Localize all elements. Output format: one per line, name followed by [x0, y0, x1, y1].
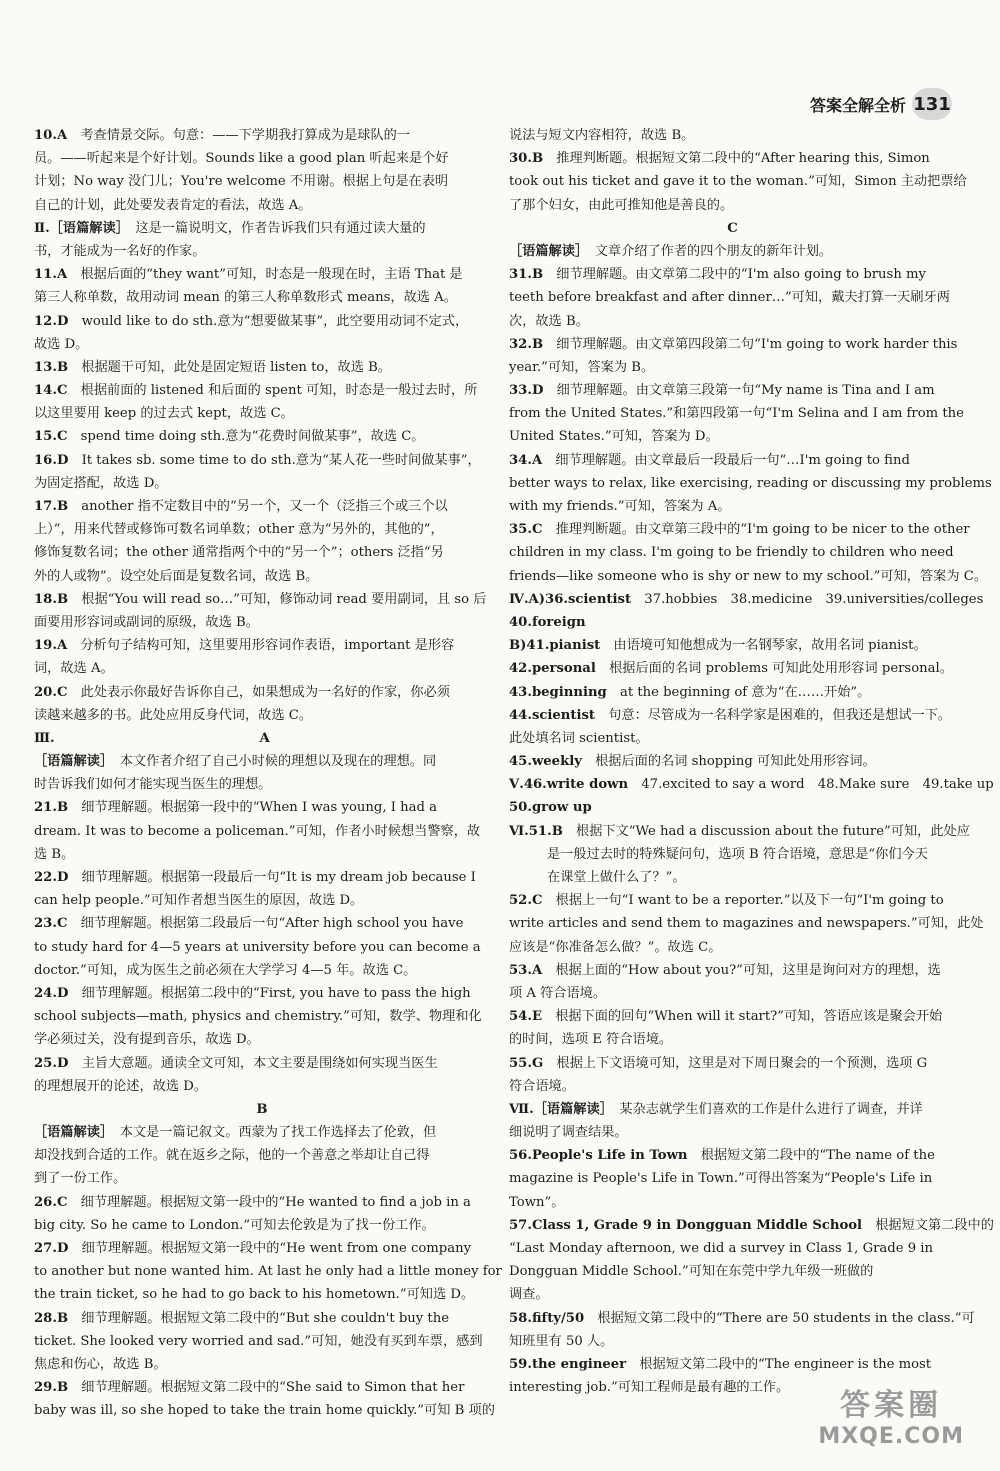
answer-line	[34, 1330, 490, 1353]
answer-text: teeth before breakfast and after dinner…”可知，戴夫打算一天刷牙两	[509, 290, 950, 306]
answer-text: 细节理解题。由文章第四段第二句“I'm going to work harder this	[556, 336, 958, 352]
answer-line	[34, 217, 490, 240]
answer-text: “Last Monday afternoon, we did a survey in Class 1, Grade 9 in	[509, 1241, 934, 1256]
answer-line	[34, 657, 490, 680]
question-number: 24.D	[34, 985, 69, 1001]
answer-text: 外的人或物”。设空处后面是复数名词，故选 B。	[34, 568, 319, 584]
answer-line	[509, 379, 956, 402]
answer-text: 书，才能成为一名好的作家。	[34, 243, 206, 259]
answer-text: 细节理解题。根据第二段最后一句“After high school you have	[80, 916, 464, 932]
answer-line	[509, 425, 956, 448]
answer-text: 此处填名词 scientist。	[509, 730, 649, 746]
answer-line	[34, 240, 490, 263]
answer-text: 根据短文第二段中的“There are 50 students in the class.”可	[597, 1310, 975, 1326]
question-number: 53.A	[509, 962, 543, 978]
answer-text: 细节理解题。根据短文第一段中的“He wanted to find a job in a	[80, 1194, 471, 1210]
answer-line	[509, 1098, 956, 1121]
answer-text: 了那个妇女，由此可推知他是善良的。	[509, 197, 734, 213]
answer-line	[34, 147, 490, 170]
answer-line	[509, 472, 992, 495]
section-heading: A	[259, 730, 270, 746]
answer-line	[34, 263, 490, 286]
answer-line: 是一般过去时的特殊疑问句，选项 B 符合语境，意思是“你们今天	[547, 846, 928, 862]
answer-text: 推理判断题。根据短文第二段中的“After hearing this, Simon	[556, 151, 930, 167]
answer-text: ticket. She looked very worried and sad.”可知，她没有买到车票，感到	[34, 1333, 483, 1349]
answer-text: 根据上面的“How about you?”可知，这里是询问对方的理想，选	[555, 962, 941, 978]
answer-line	[34, 704, 490, 727]
right-column	[509, 124, 994, 1399]
answer-text: 47.excited to say a word 48.Make sure 49.take up	[641, 777, 994, 793]
answer-line	[34, 170, 490, 193]
question-number: 18.B	[34, 591, 69, 607]
answer-line	[34, 495, 490, 518]
answer-line	[509, 263, 956, 286]
answer-line	[34, 1191, 490, 1214]
question-number: 58.fifty/50	[509, 1310, 585, 1326]
answer-text: 以这里要用 keep 的过去式 kept，故选 C。	[34, 406, 294, 422]
question-number: B)41.pianist	[509, 638, 601, 654]
answer-text: big city. So he came to London.”可知去伦敦是为了找一份工作。	[34, 1217, 435, 1233]
answer-text: 根据下文“We had a discussion about the future”可知，此处应	[576, 823, 970, 839]
answer-text: write articles and send them to magazines and newspapers.”可知，此处	[509, 916, 984, 932]
answer-text: at the beginning of 意为“在……开始”。	[619, 684, 871, 700]
answer-line	[34, 1260, 502, 1283]
answer-line	[34, 333, 490, 356]
question-number: 34.A	[509, 452, 543, 468]
question-number: 21.B	[34, 800, 69, 816]
answer-text: 这是一篇说明文，作者告诉我们只有通过读大量的	[135, 220, 426, 236]
answer-line	[34, 356, 490, 379]
answer-line	[34, 565, 490, 588]
answer-text: 细节理解题。根据短文第一段中的“He went from one company	[81, 1241, 472, 1256]
answer-line	[34, 1144, 490, 1167]
answer-text: to another but none wanted him. At last he only had a little money for	[34, 1264, 502, 1280]
answer-text: Dongguan Middle School.”可知在东莞中学九年级一班做的	[509, 1264, 874, 1280]
question-number: 44.scientist	[509, 707, 596, 723]
answer-text: 根据后面的名词 shopping 可知此处用形容词。	[595, 754, 876, 770]
section-number: Ⅲ.	[34, 730, 55, 746]
answer-line	[509, 170, 967, 193]
answer-text: 本文是一篇记叙文。西蒙为了找工作选择去了伦敦，但	[119, 1125, 437, 1141]
question-number: 42.personal	[509, 661, 596, 677]
answer-text: dream. It was to become a policeman.”可知，作者小时候想当警察，故	[34, 823, 481, 839]
answer-line	[34, 773, 490, 796]
answer-text: 为固定搭配，故选 D。	[34, 475, 168, 491]
page-header	[810, 88, 952, 120]
answer-line	[509, 912, 984, 935]
answer-text: took out his ticket and gave it to the woman.”可知，Simon 主动把票给	[509, 174, 967, 190]
answer-line	[509, 402, 964, 425]
answer-line	[34, 518, 490, 541]
question-number: 15.C	[34, 429, 68, 445]
answer-text: 时告诉我们如何才能实现当医生的理想。	[34, 777, 272, 793]
answer-text: can help people.”可知作者想当医生的原因，故选 D。	[34, 893, 364, 909]
question-number: ［语篇解读］	[509, 243, 582, 259]
answer-line	[509, 541, 956, 564]
answer-line	[34, 936, 490, 959]
answer-line	[509, 449, 956, 472]
answer-text: United States.”可知，答案为 D。	[509, 429, 719, 445]
answer-text: 面要用形容词或副词的原级，故选 B。	[34, 614, 259, 630]
question-number: Ⅳ.A)36.scientist	[509, 591, 632, 607]
answer-line	[34, 912, 490, 935]
answer-line	[34, 1052, 490, 1075]
answer-text: 分析句子结构可知，这里要用形容词作表语，important 是形容	[80, 638, 455, 654]
question-number: Ⅵ.51.B	[509, 823, 563, 839]
answer-line	[509, 796, 956, 819]
answer-text: 到了一份工作。	[34, 1171, 127, 1187]
answer-text: the train ticket, so he had to go back to his hometown.”可知选 D。	[34, 1287, 475, 1303]
answer-line	[34, 1307, 490, 1330]
answer-line	[509, 959, 956, 982]
answer-text: 自己的计划，此处要发表肯定的看法，故选 A。	[34, 197, 312, 213]
answer-text: 由语境可知他想成为一名钢琴家，故用名词 pianist。	[613, 638, 927, 654]
question-number: 59.the engineer	[509, 1356, 627, 1372]
answer-text: 本文作者介绍了自己小时候的理想以及现在的理想。同	[119, 754, 437, 770]
answer-text: 焦虑和伤心，故选 B。	[34, 1356, 167, 1372]
answer-line	[34, 379, 490, 402]
answer-text: 修饰复数名词；the other 通常指两个中的“另一个”；others 泛指“另	[34, 545, 444, 561]
answer-line	[34, 1353, 490, 1376]
answer-text: 说法与短文内容相符，故选 B。	[509, 128, 695, 143]
answer-text: friends—like someone who is shy or new to my school.”可知，答案为 C。	[509, 568, 988, 584]
answer-line	[509, 1260, 956, 1283]
answer-text: 根据下面的回句“When will it start?”可知，答语应该是聚会开始	[555, 1009, 943, 1025]
question-number: 57.Class 1, Grade 9 in Dongguan Middle School	[509, 1217, 863, 1233]
answer-text: baby was ill, so she hoped to take the train home quickly.”可知 B 项的	[34, 1403, 495, 1419]
answer-line	[509, 750, 956, 773]
answer-text: 计划；No way 没门儿；You're welcome 不用谢。根据上句是在表明	[34, 174, 449, 190]
answer-line	[509, 356, 956, 379]
question-number: 30.B	[509, 151, 544, 167]
answer-text: 文章介绍了作者的四个朋友的新年计划。	[594, 243, 833, 259]
answer-text: 根据后面的“they want”可知，时态是一般现在时，主语 That 是	[80, 267, 463, 283]
answer-text: children in my class. I'm going to be friendly to children who need	[509, 545, 954, 561]
question-number: 28.B	[34, 1310, 69, 1326]
answer-text: 细说明了调查结果。	[509, 1125, 628, 1141]
answer-line	[509, 1307, 975, 1330]
question-number: 22.D	[34, 870, 69, 885]
question-number: 43.beginning	[509, 684, 607, 700]
answer-line	[34, 1283, 490, 1306]
answer-text: 推理判断题。由文章第三段中的“I'm going to be nicer to the other	[555, 522, 970, 538]
answer-line	[34, 866, 490, 889]
answer-line	[509, 1121, 956, 1144]
answer-text: 细节理解题。由文章第三段第一句“My name is Tina and I am	[556, 383, 935, 399]
section-heading: B	[256, 1101, 268, 1117]
question-number: 40.foreign	[509, 614, 586, 630]
answer-line	[509, 1075, 956, 1098]
answer-line	[509, 727, 956, 750]
answer-line	[34, 982, 490, 1005]
answer-text: 根据短文第二段中的	[875, 1217, 994, 1233]
answer-line	[34, 588, 490, 611]
answer-line	[509, 1005, 956, 1028]
answer-text: 细节理解题。根据第二段中的“First, you have to pass the high	[81, 985, 471, 1001]
question-number: 50.grow up	[509, 800, 592, 816]
answer-line	[34, 750, 490, 773]
answer-text: 细节理解题。根据第一段最后一句“It is my dream job because I	[81, 870, 476, 885]
answer-text: magazine is People's Life in Town.”可得出答案为“People's Life in	[509, 1171, 933, 1187]
answer-text: spend time doing sth.意为“花费时间做某事”，故选 C。	[80, 429, 425, 445]
answer-text: another 指不定数目中的“另一个，又一个（泛指三个或三个以	[81, 499, 448, 514]
answer-text: 根据短文第二段中的“The engineer is the most	[639, 1356, 932, 1372]
answer-line	[34, 796, 490, 819]
answer-text: school subjects—math, physics and chemistry.”可知，数学、物理和化	[34, 1009, 482, 1025]
answer-text: with my friends.”可知，答案为 A。	[509, 499, 731, 514]
question-number: 32.B	[509, 336, 544, 352]
answer-line	[509, 611, 956, 634]
section-heading: C	[727, 220, 738, 236]
question-number: 27.D	[34, 1241, 69, 1256]
answer-line	[34, 1376, 490, 1399]
question-number: 25.D	[34, 1055, 69, 1071]
answer-text: Town”。	[509, 1194, 565, 1210]
question-number: ［语篇解读］	[34, 754, 107, 770]
question-number: 23.C	[34, 916, 68, 932]
question-number: 52.C	[509, 893, 543, 909]
answer-text: 细节理解题。根据短文第二段中的“But she couldn't buy the	[81, 1310, 450, 1326]
answer-line	[34, 472, 490, 495]
answer-line	[34, 1005, 490, 1028]
answer-line	[34, 1237, 490, 1260]
answer-text: 调查。	[509, 1287, 549, 1303]
answer-line	[509, 1283, 956, 1306]
left-column	[34, 124, 502, 1423]
question-number: 55.G	[509, 1055, 544, 1071]
answer-line	[509, 124, 956, 147]
answer-line	[34, 1028, 490, 1051]
answer-line	[34, 1399, 495, 1422]
answer-text: 应该是“你准备怎么做？”。故选 C。	[509, 939, 722, 955]
answer-text: 根据短文第二段中的“The name of the	[700, 1148, 935, 1164]
answer-line	[34, 681, 490, 704]
answer-text: doctor.”可知，成为医生之前必须在大学学习 4—5 年。故选 C。	[34, 962, 417, 978]
answer-line	[34, 820, 490, 843]
answer-text: 学必须过关，没有提到音乐，故选 D。	[34, 1032, 260, 1048]
answer-text: 根据上一句“I want to be a reporter.”以及下一句“I'm going to	[555, 893, 944, 909]
answer-line	[34, 634, 490, 657]
answer-line	[34, 959, 490, 982]
answer-line	[509, 147, 956, 170]
question-number: 16.D	[34, 452, 69, 468]
answer-text: 选 B。	[34, 846, 75, 862]
question-number: 35.C	[509, 522, 543, 538]
answer-line	[509, 240, 956, 263]
answer-line	[509, 588, 984, 611]
answer-text: 细节理解题。根据短文第二段中的“She said to Simon that her	[81, 1380, 465, 1396]
answer-line	[34, 611, 490, 634]
answer-text: to study hard for 4—5 years at university before you can become a	[34, 939, 481, 955]
answer-text: 细节理解题。由文章第二段中的“I'm also going to brush my	[556, 267, 926, 283]
answer-line	[509, 704, 956, 727]
answer-text: 却没找到合适的工作。就在返乡之际，他的一个善意之举却让自己得	[34, 1148, 430, 1164]
answer-text: 细节理解题。由文章最后一段最后一句“…I'm going to find	[555, 452, 910, 468]
answer-line	[34, 1214, 490, 1237]
answer-line	[34, 889, 490, 912]
answer-line	[509, 286, 956, 309]
answer-line	[509, 773, 994, 796]
answer-text: 考查情景交际。句意：——下学期我打算成为是球队的一	[80, 128, 411, 143]
answer-text: It takes sb. some time to do sth.意为“某人花一些时间做某事”，	[81, 452, 481, 468]
question-number: Ⅴ.46.write down	[509, 777, 629, 793]
answer-text: 员。——听起来是个好计划。Sounds like a good plan 听起来是个好	[34, 151, 449, 167]
answer-line	[509, 1052, 956, 1075]
answer-text: 的理想展开的论述，故选 D。	[34, 1078, 208, 1094]
answer-line	[34, 194, 490, 217]
watermark-logo: 答案圈 MXQE.COM	[818, 1388, 964, 1449]
answer-line	[509, 518, 970, 541]
answer-line	[509, 1028, 956, 1051]
answer-text: 读越来越多的书。此处应用反身代词，故选 C。	[34, 707, 313, 723]
answer-line	[509, 194, 956, 217]
answer-line	[509, 310, 956, 333]
answer-line	[509, 565, 988, 588]
answer-line	[509, 495, 956, 518]
answer-text: 符合语境。	[509, 1078, 575, 1094]
question-number: 56.People's Life in Town	[509, 1148, 688, 1164]
question-number: 26.C	[34, 1194, 68, 1210]
question-number: Ⅶ.［语篇解读］	[509, 1101, 607, 1117]
answer-text: from the United States.”和第四段第一句“I'm Selina and I am from the	[509, 406, 964, 422]
question-number: 20.C	[34, 684, 68, 700]
question-number: 12.D	[34, 313, 69, 329]
answer-line	[509, 1330, 956, 1353]
question-number: 11.A	[34, 267, 68, 283]
answer-line	[34, 449, 490, 472]
question-number: 31.B	[509, 267, 544, 283]
answer-line	[509, 1167, 956, 1190]
answer-text: 主旨大意题。通读全文可知，本文主要是围绕如何实现当医生	[81, 1055, 438, 1071]
answer-text: 故选 D。	[34, 336, 89, 352]
answer-line	[34, 1121, 490, 1144]
question-number: Ⅱ.［语篇解读］	[34, 220, 123, 236]
question-number: 54.E	[509, 1009, 542, 1025]
answer-line	[509, 820, 970, 843]
answer-line	[509, 1214, 994, 1237]
answer-text: 某杂志就学生们喜欢的工作是什么进行了调查，并详	[619, 1101, 923, 1117]
question-number: 13.B	[34, 359, 69, 375]
answer-line	[34, 286, 490, 309]
answer-line	[509, 1191, 956, 1214]
answer-line	[509, 889, 956, 912]
answer-text: 第三人称单数，故用动词 mean 的第三人称单数形式 means，故选 A。	[34, 290, 457, 306]
answer-line	[509, 982, 956, 1005]
answer-line	[509, 1144, 956, 1167]
page-number: 131	[912, 88, 952, 120]
answer-text: 根据后面的名词 problems 可知此处用形容词 personal。	[609, 661, 953, 677]
question-number: 19.A	[34, 638, 68, 654]
answer-line	[509, 936, 956, 959]
answer-text: better ways to relax, like exercising, reading or discussing my problems	[509, 475, 992, 491]
answer-text: year.”可知，答案为 B。	[509, 359, 655, 375]
answer-text: would like to do sth.意为“想要做某事”，此空要用动词不定式，	[81, 313, 469, 329]
answer-line	[34, 843, 490, 866]
question-number: 29.B	[34, 1380, 69, 1396]
answer-line	[34, 541, 490, 564]
answer-text: 根据上下文语境可知，这里是对下周日聚会的一个预测，选项 G	[556, 1055, 928, 1071]
answer-text: 的时间，选项 E 符合语境。	[509, 1032, 673, 1048]
question-number: 17.B	[34, 499, 69, 514]
answer-text: 37.hobbies 38.medicine 39.universities/colleges	[644, 591, 984, 607]
question-number: 10.A	[34, 128, 68, 143]
answer-line	[509, 681, 956, 704]
answer-line	[509, 1237, 956, 1260]
answer-line	[509, 634, 956, 657]
answer-line	[34, 124, 490, 147]
answer-line	[34, 1167, 490, 1190]
answer-text: interesting job.”可知工程师是最有趣的工作。	[509, 1380, 790, 1396]
answer-text: 上）”，用来代替或修饰可数名词单数；other 意为“另外的，其他的”，	[34, 522, 444, 538]
answer-text: 根据前面的 listened 和后面的 spent 可知，时态是一般过去时，所	[80, 383, 478, 399]
answer-line	[34, 425, 490, 448]
header-title: 答案全解全析	[809, 95, 906, 115]
answer-line	[509, 333, 956, 356]
answer-text: 次，故选 B。	[509, 313, 589, 329]
question-number: 14.C	[34, 383, 68, 399]
answer-line: 在课堂上做什么了？”。	[547, 870, 686, 885]
answer-line	[509, 1353, 956, 1376]
answer-text: 句意：尽管成为一名科学家是困难的，但我还是想试一下。	[608, 707, 952, 723]
question-number: 33.D	[509, 383, 544, 399]
answer-text: 词，故选 A。	[34, 661, 114, 677]
answer-text: 细节理解题。根据第一段中的“When I was young, I had a	[81, 800, 437, 816]
question-number: 45.weekly	[509, 754, 582, 770]
answer-text: 项 A 符合语境。	[509, 985, 607, 1001]
answer-text: 知班里有 50 人。	[509, 1333, 614, 1349]
answer-text: 根据题干可知，此处是固定短语 listen to，故选 B。	[81, 359, 391, 375]
answer-line	[34, 1075, 490, 1098]
answer-text: 此处表示你最好告诉你自己，如果想成为一名好的作家，你必须	[80, 684, 450, 700]
answer-line	[34, 402, 490, 425]
question-number: ［语篇解读］	[34, 1125, 107, 1141]
answer-text: 根据“You will read so…”可知，修饰动词 read 要用副词，且 so 后	[81, 591, 487, 607]
answer-line	[34, 310, 490, 333]
answer-line	[509, 657, 956, 680]
answer-line	[34, 727, 490, 750]
